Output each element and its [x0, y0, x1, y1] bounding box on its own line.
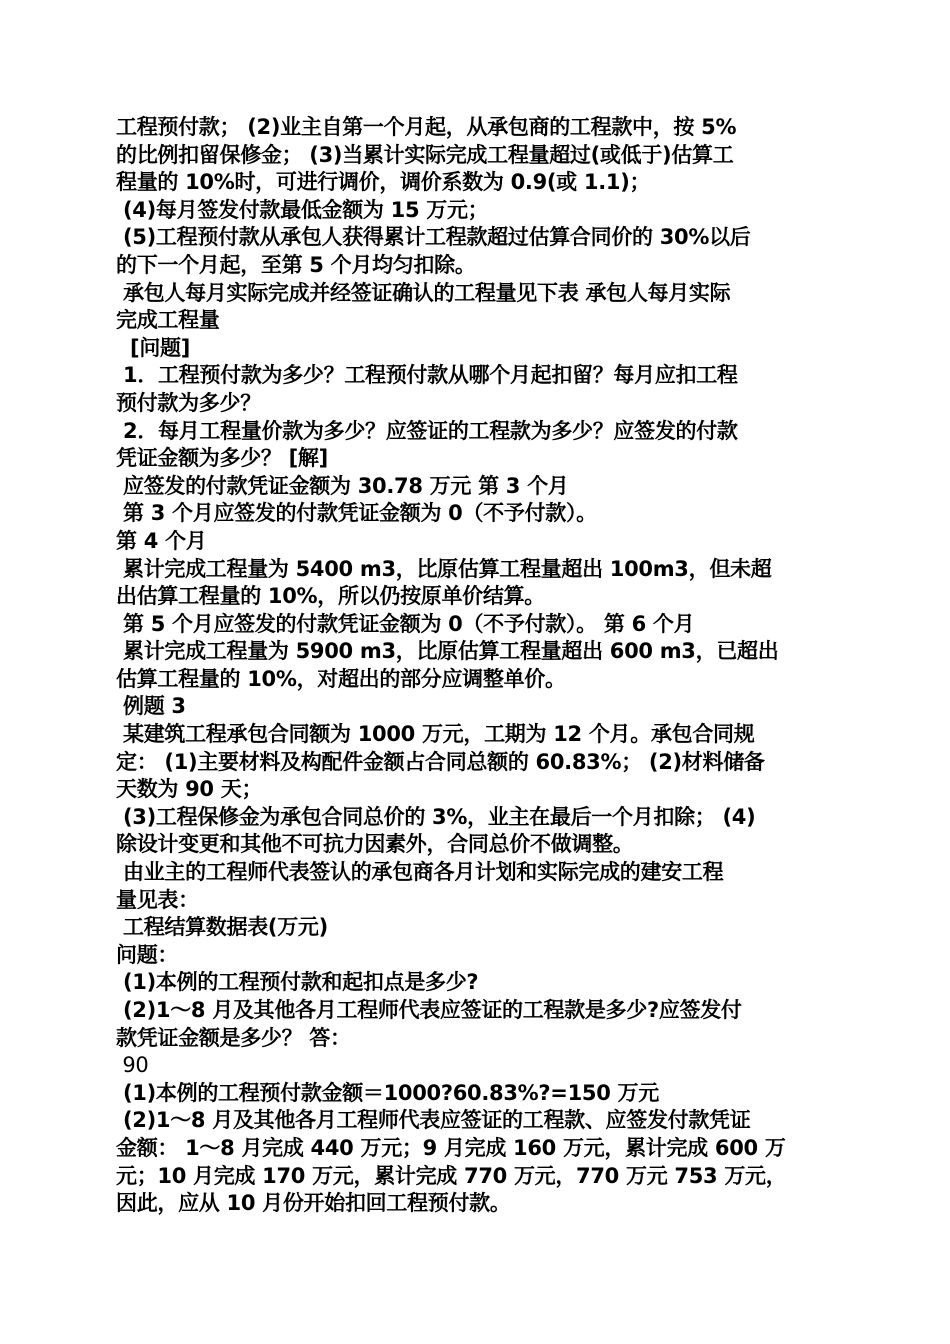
text-line: 某建筑工程承包合同额为 1000 万元，工期为 12 个月。承包合同规: [116, 722, 755, 747]
text-line: 天数为 90 天；: [116, 777, 263, 802]
text-line: 第 5 个月应签发的付款凭证金额为 0（不予付款）。 第 6 个月: [116, 611, 695, 636]
text-line: (2)1～8 月及其他各月工程师代表应签证的工程款是多少?应签发付: [116, 998, 742, 1022]
text-line: 承包人每月实际完成并经签证确认的工程量见下表 承包人每月实际: [116, 280, 731, 305]
text-line: [问题]: [116, 335, 191, 360]
text-line: 凭证金额为多少？ [解]: [116, 446, 328, 471]
text-line: 程量的 10%时，可进行调价，调价系数为 0.9(或 1.1)；: [116, 170, 651, 195]
text-line: (3)工程保修金为承包合同总价的 3%，业主在最后一个月扣除； (4): [116, 804, 756, 829]
text-line: (2)1～8 月及其他各月工程师代表应签证的工程款、应签发付款凭证: [116, 1108, 751, 1133]
text-line: 例题 3: [116, 694, 186, 719]
text-line: 除设计变更和其他不可抗力因素外，合同总价不做调整。: [116, 832, 634, 857]
text-line: (4)每月签发付款最低金额为 15 万元；: [116, 197, 489, 222]
text-line: 因此，应从 10 月份开始扣回工程预付款。: [116, 1191, 511, 1216]
text-line: 2．每月工程量价款为多少？应签证的工程款为多少？应签发的付款: [116, 418, 738, 443]
text-line: 工程结算数据表(万元): [116, 915, 328, 940]
text-line: 累计完成工程量为 5900 m3，比原估算工程量超出 600 m3，已超出: [116, 639, 779, 664]
text-line: 累计完成工程量为 5400 m3，比原估算工程量超出 100m3，但未超: [116, 556, 772, 581]
text-line: 量见表：: [116, 887, 199, 912]
text-line: 估算工程量的 10%，对超出的部分应调整单价。: [116, 666, 566, 691]
text-line: (5)工程预付款从承包人获得累计工程款超过估算合同价的 30%以后: [116, 225, 751, 250]
text-line: 90: [116, 1053, 149, 1078]
text-line: 款凭证金额是多少？ 答：: [116, 1025, 351, 1050]
text-line: 的下一个月起，至第 5 个月均匀扣除。: [116, 252, 476, 277]
text-line: (1)本例的工程预付款金额＝1000?60.83%?=150 万元: [116, 1080, 659, 1105]
text-line: 预付款为多少？: [116, 390, 261, 415]
text-line: 1．工程预付款为多少？工程预付款从哪个月起扣留？每月应扣工程: [116, 363, 738, 388]
text-line: 的比例扣留保修金； (3)当累计实际完成工程量超过(或低于)估算工: [116, 142, 734, 167]
text-line: 金额： 1～8 月完成 440 万元；9 月完成 160 万元，累计完成 600 万: [116, 1135, 786, 1160]
text-line: 问题：: [116, 942, 179, 967]
text-line: 出估算工程量的 10%，所以仍按原单价结算。: [116, 584, 545, 609]
text-line: 元；10 月完成 170 万元，累计完成 770 万元，770 万元 753 万元，: [116, 1163, 787, 1188]
text-line: 第 3 个月应签发的付款凭证金额为 0（不予付款）。: [116, 501, 597, 526]
text-line: (1)本例的工程预付款和起扣点是多少?: [116, 970, 479, 995]
text-line: 由业主的工程师代表签认的承包商各月计划和实际完成的建安工程: [116, 860, 724, 885]
text-line: 工程预付款； (2)业主自第一个月起，从承包商的工程款中，按 5%: [116, 115, 737, 139]
document-body: [116, 114, 836, 1218]
text-line: 应签发的付款凭证金额为 30.78 万元 第 3 个月: [116, 473, 569, 498]
text-line: 定： (1)主要材料及构配件金额占合同总额的 60.83%； (2)材料储备: [116, 749, 765, 774]
text-line: 第 4 个月: [116, 528, 207, 553]
text-line: 完成工程量: [116, 308, 220, 333]
